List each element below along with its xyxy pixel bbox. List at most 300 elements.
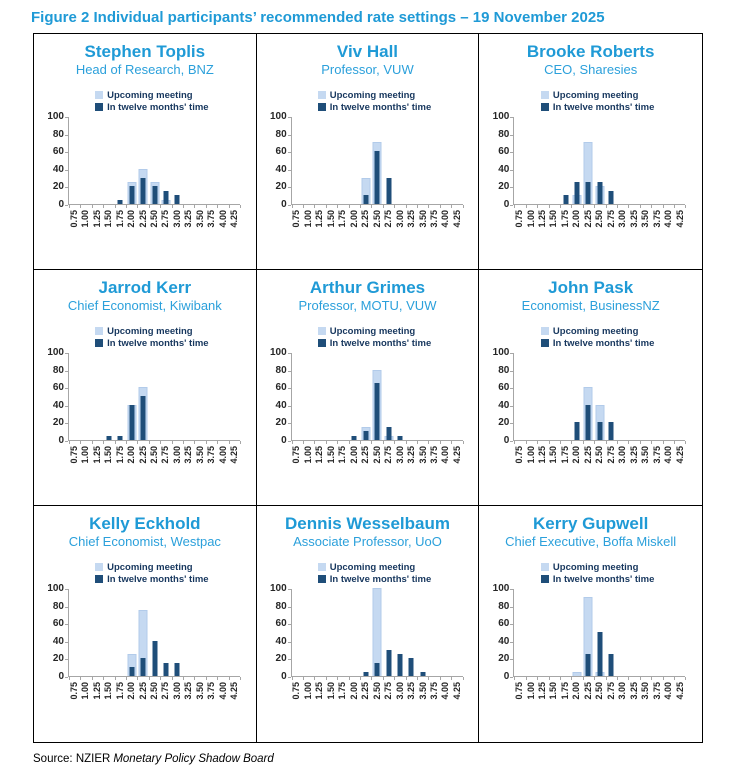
x-tick-label: 1.50 — [325, 210, 336, 228]
x-tick-mark — [394, 441, 395, 444]
rate-bar-chart — [487, 583, 702, 720]
x-tick-label: 1.00 — [80, 446, 91, 464]
y-tick-label: 40 — [275, 635, 287, 647]
y-tick-label: 60 — [498, 382, 510, 394]
source-italic: Monetary Policy Shadow Board — [113, 753, 274, 765]
twelve-months-bar — [586, 405, 591, 440]
legend-swatch-upcoming-icon — [541, 91, 549, 99]
legend-swatch-twelve-months-icon — [95, 339, 103, 347]
x-tick-mark — [92, 205, 93, 208]
x-tick-mark — [606, 205, 607, 208]
x-tick-label: 3.00 — [394, 210, 405, 228]
x-tick-mark — [229, 205, 230, 208]
x-tick-label: 2.50 — [149, 446, 160, 464]
x-tick-mark — [69, 677, 70, 680]
x-tick-mark — [451, 677, 452, 680]
y-tick-mark — [510, 152, 513, 153]
bar-slot — [292, 117, 303, 204]
bar-slot — [383, 353, 394, 440]
x-tick-mark — [349, 205, 350, 208]
x-tick-mark — [440, 677, 441, 680]
twelve-months-bar — [386, 650, 391, 676]
participant-panel — [34, 34, 257, 270]
bar-slot — [229, 589, 240, 676]
x-tick-mark — [103, 677, 104, 680]
y-tick-label: 0 — [281, 671, 287, 682]
x-tick-label: 0.75 — [68, 210, 79, 228]
participant-panel — [34, 506, 257, 742]
legend-swatch-upcoming-icon — [318, 327, 326, 335]
y-tick-mark — [65, 170, 68, 171]
x-tick-label: 1.00 — [525, 682, 536, 700]
x-tick-mark — [240, 441, 241, 444]
x-tick-mark — [606, 441, 607, 444]
y-tick-label: 0 — [503, 671, 510, 682]
twelve-months-bar — [575, 182, 580, 204]
x-tick-label: 3.75 — [651, 682, 662, 700]
y-tick-label: 80 — [52, 600, 64, 612]
x-tick-mark — [685, 441, 686, 444]
bar-slot — [663, 117, 674, 204]
x-tick-label: 2.00 — [571, 682, 582, 700]
twelve-months-bar — [118, 200, 123, 204]
x-tick-mark — [80, 677, 81, 680]
y-axis — [265, 583, 291, 682]
y-tick-label: 40 — [275, 399, 287, 411]
x-tick-mark — [149, 205, 150, 208]
x-tick-mark — [314, 677, 315, 680]
twelve-months-bar — [175, 195, 180, 204]
x-tick-mark — [463, 441, 464, 444]
x-tick-mark — [514, 441, 515, 444]
y-tick-mark — [288, 371, 291, 372]
x-tick-label: 2.50 — [594, 682, 605, 700]
plot-area — [68, 589, 240, 677]
x-tick-mark — [537, 205, 538, 208]
y-tick-mark — [288, 205, 291, 206]
y-tick-mark — [288, 624, 291, 625]
y-tick-label: 20 — [275, 653, 287, 665]
x-tick-mark — [360, 441, 361, 444]
chart-legend — [304, 561, 432, 585]
x-tick-label: 2.25 — [137, 210, 148, 228]
y-tick-mark — [510, 589, 513, 590]
x-tick-mark — [103, 205, 104, 208]
x-tick-mark — [160, 677, 161, 680]
x-tick-mark — [451, 205, 452, 208]
legend-swatch-twelve-months-icon — [318, 339, 326, 347]
twelve-months-bar — [586, 654, 591, 676]
chart-legend — [81, 325, 209, 349]
x-tick-mark — [383, 441, 384, 444]
x-tick-mark — [206, 441, 207, 444]
x-tick-label: 3.50 — [194, 446, 205, 464]
x-tick-mark — [394, 205, 395, 208]
bar-slot — [674, 353, 685, 440]
x-tick-label: 3.50 — [417, 682, 428, 700]
x-tick-mark — [560, 441, 561, 444]
x-tick-mark — [451, 441, 452, 444]
y-tick-mark — [65, 642, 68, 643]
x-tick-label: 0.75 — [514, 446, 525, 464]
bar-slot — [292, 589, 303, 676]
bar-slot — [549, 117, 560, 204]
y-tick-label: 40 — [498, 399, 510, 411]
x-tick-mark — [594, 441, 595, 444]
x-tick-label: 2.50 — [371, 682, 382, 700]
rate-bar-chart — [265, 347, 479, 484]
y-tick-label: 60 — [275, 146, 287, 158]
participant-role: Chief Executive, Boffa Miskell — [505, 534, 677, 549]
x-tick-label: 0.75 — [514, 682, 525, 700]
x-tick-label: 1.00 — [302, 682, 313, 700]
x-tick-label: 1.50 — [103, 446, 114, 464]
x-tick-label: 3.25 — [628, 446, 639, 464]
x-tick-label: 4.25 — [451, 210, 462, 228]
bar-slot — [560, 589, 571, 676]
x-tick-mark — [303, 677, 304, 680]
y-tick-label: 100 — [47, 347, 64, 358]
bar-slot — [372, 117, 383, 204]
bar-slot — [440, 117, 451, 204]
x-tick-mark — [640, 205, 641, 208]
x-tick-mark — [172, 677, 173, 680]
bar-slot — [314, 117, 325, 204]
participant-panel — [257, 270, 480, 506]
bar-slot — [440, 353, 451, 440]
bar-slot — [172, 589, 183, 676]
legend-row-twelve-months — [541, 337, 655, 349]
twelve-months-bar — [586, 182, 591, 204]
x-tick-label: 2.25 — [360, 446, 371, 464]
x-tick-label: 1.25 — [537, 446, 547, 464]
y-tick-mark — [65, 677, 68, 678]
legend-row-twelve-months — [318, 101, 432, 113]
x-tick-label: 3.75 — [429, 210, 440, 228]
x-tick-mark — [594, 205, 595, 208]
bar-slot — [537, 117, 548, 204]
bar-slot — [514, 117, 525, 204]
x-tick-label: 3.75 — [206, 210, 217, 228]
y-axis — [42, 583, 68, 682]
x-tick-label: 1.00 — [525, 446, 536, 464]
chart-legend — [527, 561, 655, 585]
x-tick-mark — [537, 441, 538, 444]
x-tick-label: 4.00 — [440, 446, 451, 464]
participant-name: John Pask — [548, 278, 634, 297]
x-tick-label: 3.25 — [183, 210, 194, 228]
plot-wrap — [513, 589, 685, 720]
x-tick-label: 2.50 — [371, 210, 382, 228]
bar-slot — [451, 117, 462, 204]
plot-wrap — [68, 117, 240, 248]
x-tick-label: 2.00 — [126, 682, 137, 700]
x-tick-label: 1.75 — [337, 210, 348, 228]
bar-slot — [183, 589, 194, 676]
bar-slot — [314, 353, 325, 440]
twelve-months-bar — [163, 663, 168, 676]
participant-role: Professor, VUW — [321, 62, 414, 77]
y-tick-label: 40 — [275, 163, 287, 175]
twelve-months-bar — [597, 422, 602, 440]
twelve-months-bar — [152, 641, 157, 676]
rate-bar-chart — [487, 347, 702, 484]
x-tick-label: 3.25 — [628, 682, 639, 700]
legend-row-twelve-months — [95, 101, 209, 113]
twelve-months-bar — [175, 663, 180, 676]
bar-slot — [406, 353, 417, 440]
y-tick-label: 100 — [492, 111, 510, 122]
legend-row-twelve-months — [95, 337, 209, 349]
x-tick-label: 3.75 — [206, 682, 217, 700]
x-tick-mark — [292, 205, 293, 208]
bar-slot — [149, 353, 160, 440]
y-tick-label: 0 — [58, 199, 64, 210]
x-tick-label: 1.25 — [91, 210, 102, 228]
twelve-months-bar — [352, 436, 357, 440]
x-tick-label: 2.50 — [149, 682, 160, 700]
y-tick-label: 80 — [52, 128, 64, 140]
bar-slot — [549, 353, 560, 440]
twelve-months-bar — [129, 405, 134, 440]
bar-slot — [640, 589, 651, 676]
bar-slot — [217, 589, 228, 676]
legend-swatch-upcoming-icon — [318, 563, 326, 571]
y-tick-label: 100 — [269, 111, 287, 122]
plot-area — [513, 117, 685, 205]
bar-slot — [349, 353, 360, 440]
x-tick-mark — [640, 677, 641, 680]
x-tick-mark — [80, 441, 81, 444]
y-tick-label: 20 — [275, 417, 287, 429]
participant-role: CEO, Sharesies — [544, 62, 638, 77]
x-tick-mark — [240, 205, 241, 208]
x-tick-label: 1.00 — [80, 210, 91, 228]
x-axis-labels — [68, 210, 240, 248]
bar-slot — [372, 353, 383, 440]
bar-slot — [372, 589, 383, 676]
x-tick-label: 4.00 — [217, 210, 228, 228]
legend-label-upcoming: Upcoming meeting — [329, 325, 416, 337]
x-tick-mark — [160, 205, 161, 208]
x-tick-label: 2.25 — [137, 682, 148, 700]
x-tick-mark — [149, 441, 150, 444]
x-tick-mark — [406, 441, 407, 444]
x-tick-mark — [583, 441, 584, 444]
x-tick-mark — [685, 205, 686, 208]
twelve-months-bar — [375, 383, 380, 440]
plot-wrap — [513, 353, 685, 484]
bar-slot — [229, 117, 240, 204]
x-tick-label: 2.00 — [348, 682, 359, 700]
x-tick-mark — [126, 205, 127, 208]
x-tick-mark — [383, 205, 384, 208]
bar-slot — [160, 353, 171, 440]
x-tick-label: 3.00 — [171, 682, 182, 700]
x-tick-label: 2.25 — [582, 210, 593, 228]
x-tick-mark — [674, 441, 675, 444]
x-tick-label: 1.25 — [314, 210, 325, 228]
x-tick-mark — [640, 441, 641, 444]
y-tick-label: 60 — [52, 146, 64, 158]
y-tick-label: 0 — [503, 435, 510, 446]
bar-slot — [206, 589, 217, 676]
x-tick-label: 4.25 — [674, 210, 685, 228]
x-tick-mark — [115, 677, 116, 680]
twelve-months-bar — [386, 427, 391, 440]
x-tick-mark — [229, 677, 230, 680]
y-tick-label: 80 — [275, 600, 287, 612]
x-tick-mark — [360, 205, 361, 208]
y-tick-mark — [288, 607, 291, 608]
y-tick-mark — [65, 423, 68, 424]
x-tick-label: 3.25 — [183, 682, 194, 700]
y-tick-mark — [288, 170, 291, 171]
twelve-months-bar — [563, 195, 568, 204]
x-tick-mark — [292, 441, 293, 444]
twelve-months-bar — [386, 178, 391, 204]
twelve-months-bar — [141, 178, 146, 204]
legend-swatch-twelve-months-icon — [541, 103, 549, 111]
x-tick-mark — [217, 441, 218, 444]
x-tick-label: 4.25 — [229, 210, 240, 228]
bar-slot — [103, 353, 114, 440]
y-tick-mark — [510, 135, 513, 136]
bar-slot — [137, 117, 148, 204]
x-tick-mark — [360, 677, 361, 680]
x-tick-mark — [137, 205, 138, 208]
legend-row-upcoming — [95, 325, 209, 337]
y-tick-label: 80 — [498, 364, 510, 376]
x-tick-label: 1.75 — [114, 682, 125, 700]
bar-slot — [429, 117, 440, 204]
bar-slot — [349, 117, 360, 204]
x-tick-label: 1.50 — [103, 682, 114, 700]
x-tick-label: 4.00 — [440, 210, 451, 228]
y-tick-label: 60 — [52, 618, 64, 630]
x-tick-label: 2.25 — [137, 446, 148, 464]
y-tick-label: 80 — [275, 128, 287, 140]
bar-slot — [314, 589, 325, 676]
x-tick-mark — [651, 677, 652, 680]
x-tick-mark — [549, 441, 550, 444]
x-tick-label: 2.75 — [605, 210, 616, 228]
chart-legend — [304, 89, 432, 113]
x-tick-label: 3.75 — [651, 210, 662, 228]
y-tick-mark — [288, 659, 291, 660]
x-tick-label: 4.25 — [674, 682, 685, 700]
x-tick-mark — [103, 441, 104, 444]
bar-slot — [326, 353, 337, 440]
y-tick-mark — [288, 388, 291, 389]
twelve-months-bar — [129, 186, 134, 204]
y-tick-mark — [288, 589, 291, 590]
legend-label-upcoming: Upcoming meeting — [329, 561, 416, 573]
x-tick-label: 1.75 — [559, 446, 570, 464]
legend-label-twelve-months: In twelve months' time — [552, 101, 655, 113]
y-tick-label: 100 — [269, 583, 287, 594]
x-tick-label: 2.25 — [582, 446, 593, 464]
x-tick-mark — [183, 205, 184, 208]
bar-slot — [326, 117, 337, 204]
legend-row-twelve-months — [95, 573, 209, 585]
x-tick-mark — [549, 205, 550, 208]
x-tick-mark — [115, 205, 116, 208]
x-tick-mark — [406, 677, 407, 680]
participant-name: Stephen Toplis — [84, 42, 206, 61]
y-tick-mark — [288, 423, 291, 424]
twelve-months-bar — [420, 672, 425, 676]
participant-role: Economist, BusinessNZ — [521, 298, 660, 313]
bar-slot — [337, 353, 348, 440]
y-tick-mark — [65, 406, 68, 407]
x-tick-label: 3.75 — [429, 682, 440, 700]
bar-slot — [360, 589, 371, 676]
bar-slot — [429, 353, 440, 440]
x-tick-mark — [628, 677, 629, 680]
x-tick-label: 1.75 — [114, 210, 125, 228]
bar-slot — [514, 353, 525, 440]
x-tick-label: 2.00 — [126, 210, 137, 228]
x-tick-mark — [663, 205, 664, 208]
participant-panel — [257, 506, 480, 742]
bar-slot — [594, 589, 605, 676]
y-tick-label: 100 — [492, 583, 510, 594]
x-tick-mark — [126, 677, 127, 680]
y-axis — [487, 111, 513, 210]
x-tick-label: 0.75 — [68, 446, 79, 464]
x-tick-mark — [194, 677, 195, 680]
y-tick-label: 80 — [52, 364, 64, 376]
twelve-months-bar — [609, 654, 614, 676]
x-tick-label: 3.50 — [417, 446, 428, 464]
y-tick-label: 60 — [275, 618, 287, 630]
x-tick-label: 3.00 — [394, 446, 405, 464]
x-tick-label: 2.75 — [383, 682, 394, 700]
twelve-months-bar — [398, 654, 403, 676]
plot-wrap — [291, 589, 463, 720]
bar-slot — [549, 589, 560, 676]
x-tick-label: 3.75 — [206, 446, 217, 464]
x-tick-label: 2.75 — [160, 210, 171, 228]
y-tick-mark — [65, 441, 68, 442]
bar-slot — [69, 589, 80, 676]
x-tick-label: 1.25 — [91, 446, 102, 464]
participant-panel — [257, 34, 480, 270]
bar-slot — [383, 117, 394, 204]
bar-slot — [137, 589, 148, 676]
legend-swatch-twelve-months-icon — [318, 575, 326, 583]
x-tick-mark — [337, 677, 338, 680]
x-tick-label: 1.75 — [559, 210, 570, 228]
participant-name: Viv Hall — [336, 42, 399, 61]
plot-wrap — [291, 353, 463, 484]
y-tick-mark — [510, 624, 513, 625]
plot-area — [513, 589, 685, 677]
x-tick-label: 1.00 — [302, 210, 313, 228]
bar-slot — [617, 353, 628, 440]
bar-slot — [349, 589, 360, 676]
x-tick-mark — [571, 205, 572, 208]
plot-area — [513, 353, 685, 441]
twelve-months-bar — [609, 191, 614, 204]
y-tick-label: 20 — [52, 181, 64, 193]
x-axis-labels — [291, 210, 463, 248]
bar-slot — [417, 117, 428, 204]
y-tick-label: 20 — [498, 417, 510, 429]
x-tick-mark — [206, 205, 207, 208]
y-axis — [265, 111, 291, 210]
